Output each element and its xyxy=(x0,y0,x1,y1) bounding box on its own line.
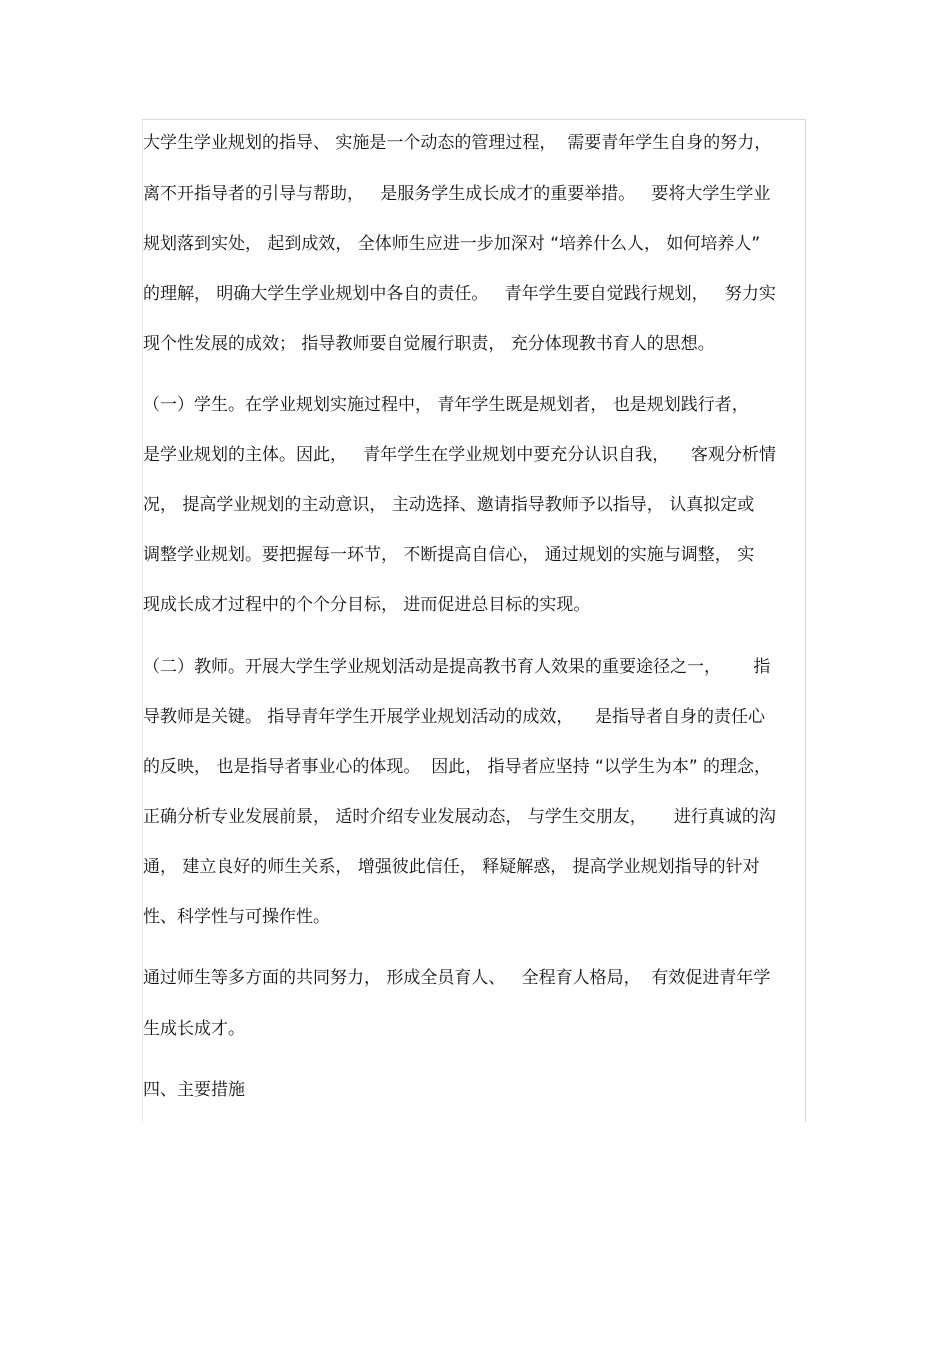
text-line: 的反映， 也是指导者事业心的体现。 因此， 指导者应坚持 “以学生为本” 的理念， xyxy=(143,757,772,777)
text-line: 规划落到实处， 起到成效， 全体师生应进一步加深对 “培养什么人， 如何培养人” xyxy=(143,234,761,254)
text-line: 调整学业规划。要把握每一环节， 不断提高自信心， 通过规划的实施与调整， 实 xyxy=(143,545,755,565)
text-line: 是学业规划的主体。因此， 青年学生在学业规划中要充分认识自我， 客观分析情 xyxy=(143,445,776,465)
text-line: 通过师生等多方面的共同努力， 形成全员育人、 全程育人格局， 有效促进青年学 xyxy=(143,968,771,988)
text-line: 的理解， 明确大学生学业规划中各自的责任。 青年学生要自觉践行规划， 努力实 xyxy=(143,284,776,304)
text-line: 导教师是关键。 指导青年学生开展学业规划活动的成效， 是指导者自身的责任心 xyxy=(143,707,766,727)
text-line: 现个性发展的成效； 指导教师要自觉履行职责， 充分体现教书育人的思想。 xyxy=(143,334,715,354)
text-line: 性、科学性与可操作性。 xyxy=(143,907,330,927)
text-line: （二）教师。开展大学生学业规划活动是提高教书育人效果的重要途径之一， 指 xyxy=(143,657,771,677)
text-line: 现成长成才过程中的个个分目标， 进而促进总目标的实现。 xyxy=(143,595,591,615)
text-line: 离不开指导者的引导与帮助， 是服务学生成长成才的重要举措。 要将大学生学业 xyxy=(143,184,771,204)
text-line: 况， 提高学业规划的主动意识， 主动选择、邀请指导教师予以指导， 认真拟定或 xyxy=(143,495,755,515)
section-heading: 四、主要措施 xyxy=(143,1080,245,1100)
text-line: （一）学生。在学业规划实施过程中， 青年学生既是规划者， 也是规划践行者， xyxy=(143,395,749,415)
text-line: 生成长成才。 xyxy=(143,1019,245,1039)
text-line: 正确分析专业发展前景， 适时介绍专业发展动态， 与学生交朋友， 进行真诚的沟 xyxy=(143,807,776,827)
text-line: 大学生学业规划的指导、 实施是一个动态的管理过程， 需要青年学生自身的努力， xyxy=(143,133,772,153)
text-line: 通， 建立良好的师生关系， 增强彼此信任， 释疑解惑， 提高学业规划指导的针对 xyxy=(143,857,760,877)
